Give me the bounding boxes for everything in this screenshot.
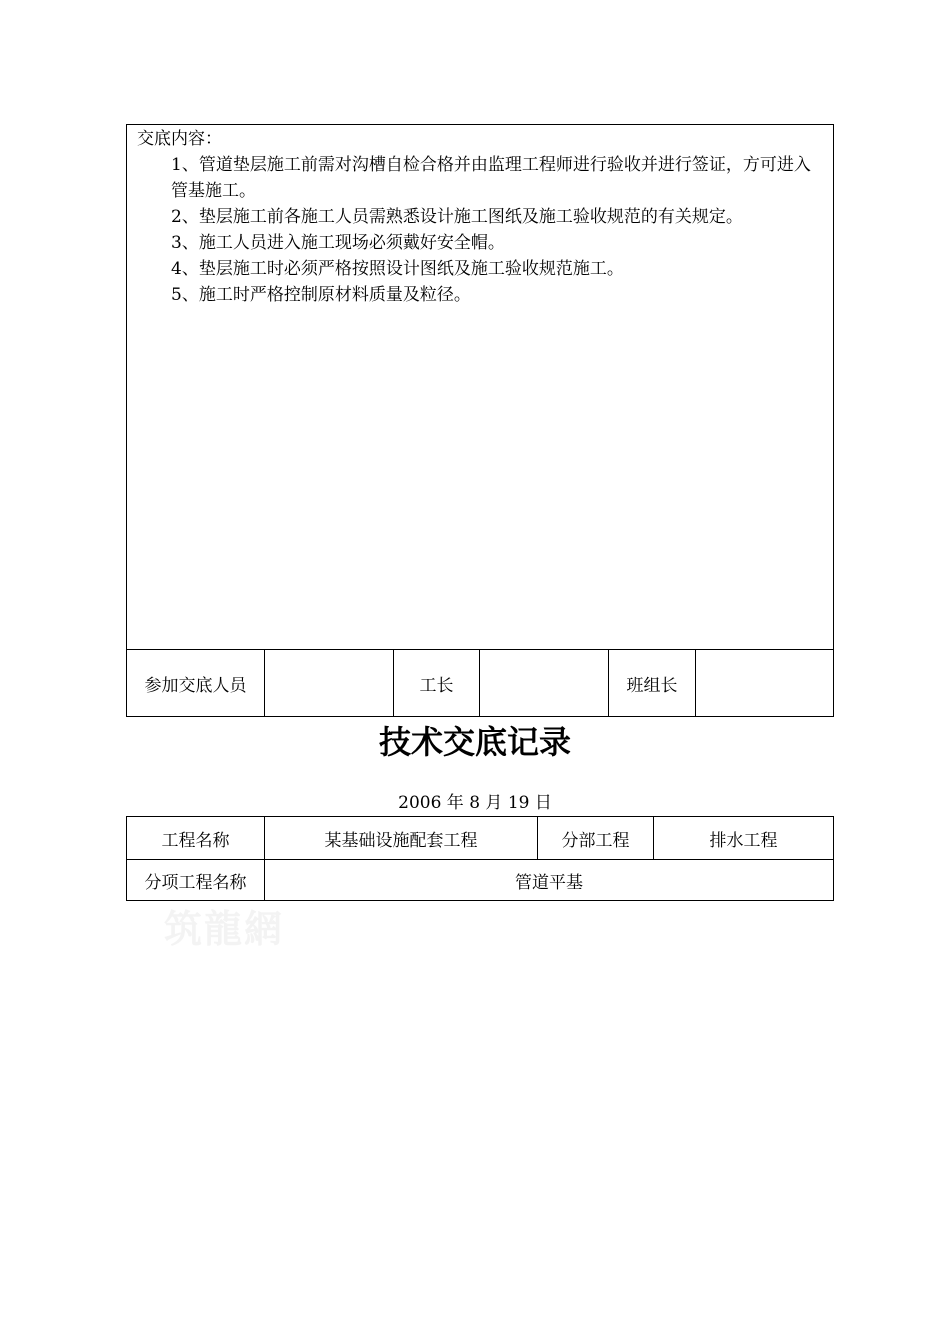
content-item: 1、管道垫层施工前需对沟槽自检合格并由监理工程师进行验收并进行签证，方可进入管基施工。 (171, 155, 811, 201)
content-list (137, 152, 823, 308)
subitem-label: 分项工程名称 (127, 860, 265, 901)
content-cell (127, 125, 834, 650)
team-leader-value (696, 650, 834, 717)
content-item: 4、垫层施工时必须严格按照设计图纸及施工验收规范施工。 (171, 259, 624, 279)
team-leader-label: 班组长 (609, 650, 696, 717)
project-name-value: 某基础设施配套工程 (265, 817, 538, 860)
subitem-value: 管道平基 (265, 860, 834, 901)
disclosure-content-table (126, 124, 834, 717)
content-item: 2、垫层施工前各施工人员需熟悉设计施工图纸及施工验收规范的有关规定。 (171, 207, 743, 227)
foreman-value (480, 650, 609, 717)
foreman-label: 工长 (394, 650, 480, 717)
content-item: 5、施工时严格控制原材料质量及粒径。 (171, 285, 471, 305)
participants-value (265, 650, 394, 717)
participants-label: 参加交底人员 (127, 650, 265, 717)
division-value: 排水工程 (654, 817, 834, 860)
project-name-label: 工程名称 (127, 817, 265, 860)
document-title: 技术交底记录 (378, 723, 571, 761)
watermark: 筑龍網 (164, 906, 285, 951)
content-label: 交底内容： (137, 129, 222, 149)
document-date: 2006 年 8 月 19 日 (398, 793, 552, 813)
division-label: 分部工程 (538, 817, 654, 860)
project-info-table (126, 816, 834, 901)
content-item: 3、施工人员进入施工现场必须戴好安全帽。 (171, 233, 505, 253)
